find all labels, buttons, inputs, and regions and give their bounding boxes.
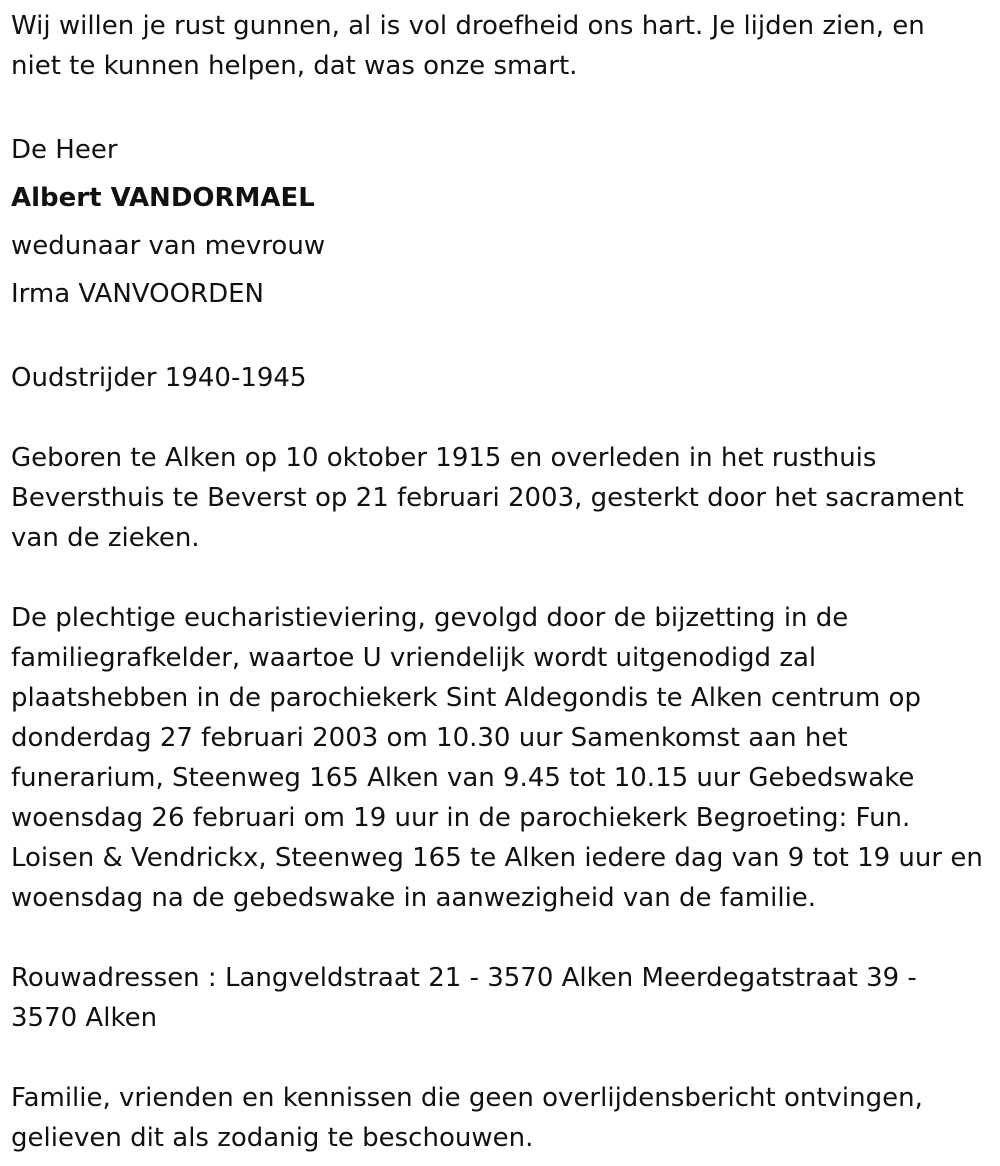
paragraph-gap bbox=[11, 558, 990, 598]
ceremony-line: Loisen & Vendrickx, Steenweg 165 te Alken iedere dag van 9 tot 19 uur en bbox=[11, 843, 983, 873]
ceremony-line: De plechtige eucharistieviering, gevolgd door de bijzetting in de bbox=[11, 603, 849, 633]
paragraph-gap bbox=[11, 86, 990, 126]
intro-line: Wij willen je rust gunnen, al is vol droefheid ons hart. Je lijden zien, en bbox=[11, 11, 925, 41]
paragraph-gap bbox=[11, 1038, 990, 1078]
paragraph-gap bbox=[11, 318, 990, 358]
paragraph-gap bbox=[11, 918, 990, 958]
address-line: 3570 Alken bbox=[11, 1003, 158, 1033]
ceremony-line: donderdag 27 februari 2003 om 10.30 uur Samenkomst aan het bbox=[11, 723, 848, 753]
closing-line: Familie, vrienden en kennissen die geen overlijdensbericht ontvingen, bbox=[11, 1083, 923, 1113]
deceased-name: Albert VANDORMAEL bbox=[11, 183, 315, 213]
deceased-relation: wedunaar van mevrouw bbox=[11, 231, 326, 261]
veteran-line: Oudstrijder 1940-1945 bbox=[11, 363, 307, 393]
ceremony-line: woensdag na de gebedswake in aanwezigheid van de familie. bbox=[11, 883, 817, 913]
intro-line: niet te kunnen helpen, dat was onze smart. bbox=[11, 51, 578, 81]
birth-death-line: van de zieken. bbox=[11, 523, 200, 553]
birth-death-line: Beversthuis te Beverst op 21 februari 2003, gesterkt door het sacrament bbox=[11, 483, 964, 513]
ceremony-line: plaatshebben in de parochiekerk Sint Aldegondis te Alken centrum op bbox=[11, 683, 921, 713]
deceased-title: De Heer bbox=[11, 135, 118, 165]
closing-line: gelieven dit als zodanig te beschouwen. bbox=[11, 1123, 534, 1153]
ceremony-line: familiegrafkelder, waartoe U vriendelijk wordt uitgenodigd zal bbox=[11, 643, 817, 673]
ceremony-line: woensdag 26 februari om 19 uur in de parochiekerk Begroeting: Fun. bbox=[11, 803, 911, 833]
address-line: Rouwadressen : Langveldstraat 21 - 3570 Alken Meerdegatstraat 39 - bbox=[11, 963, 917, 993]
spouse-name: Irma VANVOORDEN bbox=[11, 279, 265, 309]
paragraph-gap bbox=[11, 398, 990, 438]
ceremony-line: funerarium, Steenweg 165 Alken van 9.45 tot 10.15 uur Gebedswake bbox=[11, 763, 915, 793]
birth-death-line: Geboren te Alken op 10 oktober 1915 en overleden in het rusthuis bbox=[11, 443, 877, 473]
